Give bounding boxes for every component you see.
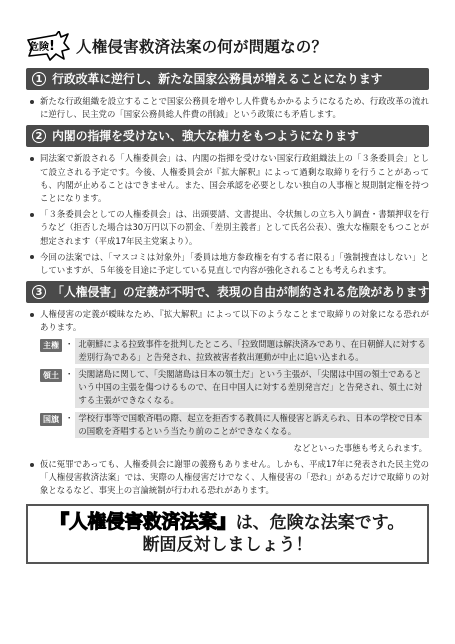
case-tag-national-flag: 国旗 xyxy=(40,413,62,426)
section-2-bullet-3: 今回の法案では、「マスコミは対象外」「委員は地方参政権を有する者に限る」「強制捜査はしない」としていますが、５年後を目途に予定している見直しで内容が強化されることも考えられます。 xyxy=(26,251,429,277)
section-2-number: 2 xyxy=(32,129,46,143)
section-3-header xyxy=(26,281,429,303)
case-tag-territory: 領土 xyxy=(40,369,62,382)
section-3-final-bullet: 仮に冤罪であっても、人権委員会に謝罪の義務もありません。しかも、平成17年に発表された民主党の「人権侵害救済法案」では、実際の人権侵害だけでなく、人権侵害の「恐れ」があるだけで取締りの対象となるなど、事実上の言論統制が行われる恐れがあります。 xyxy=(26,458,429,498)
section-3-intro: 人権侵害の定義が曖昧なため、『拡大解釈』によって以下のようなことまで取締りの対象になる恐れがあります。 xyxy=(26,308,429,334)
conclusion-bill-name: 『人権侵害救済法案』 xyxy=(50,511,236,533)
case-national-flag xyxy=(40,412,429,438)
section-3-number: 3 xyxy=(32,285,46,299)
section-1-title: 行政改革に逆行し、新たな国家公務員が増えることになります xyxy=(52,72,383,86)
case-separator: ・ xyxy=(65,369,74,380)
danger-badge-text: 危険! xyxy=(29,39,55,54)
section-1-header xyxy=(26,68,429,90)
cases-tail-note: などといった事態も考えられます。 xyxy=(293,443,427,454)
conclusion-line-1-rest: は、危険な法案です。 xyxy=(235,512,405,533)
danger-badge xyxy=(26,31,70,61)
section-3-title: 「人権侵害」の定義が不明で、表現の自由が制約される危険があります xyxy=(52,285,429,300)
case-sovereignty xyxy=(40,338,429,364)
case-territory xyxy=(40,368,429,408)
header xyxy=(26,28,429,64)
conclusion-line-2: 断固反対しましょう！ xyxy=(142,534,313,555)
section-2-header xyxy=(26,125,429,147)
section-2-bullet-2: 「３条委員会としての人権委員会」は、出頭要請、文書提出、令状無しの立ち入り調査・書類押収を行うなど（拒否した場合は30万円以下の罰金、「差別主義者」として氏名公表）、強大な権限をもつことが想定されます（平成17年民主党案より）。 xyxy=(26,208,429,248)
conclusion-line-1 xyxy=(32,512,423,534)
section-1-number: 1 xyxy=(32,72,46,86)
section-2-title: 内閣の指揮を受けない、強大な権力をもつようになります xyxy=(52,129,359,144)
case-separator: ・ xyxy=(65,412,74,423)
case-body-territory: 尖閣諸島に関して、「尖閣諸島は日本の領土だ」という主張が、「尖閣は中国の領土であるという中国の主張を傷つけるもので、在日中国人に対する差別発言だ」と告発され、領土に対する主張ができなくなる。 xyxy=(75,368,429,408)
page-title: 人権侵害救済法案の何が問題なの？ xyxy=(76,38,328,56)
case-body-sovereignty: 北朝鮮による拉致事件を批判したところ、「拉致問題は解決済みであり、在日朝鮮人に対する差別行為である」と告発され、拉致被害者救出運動が中止に追い込まれる。 xyxy=(75,338,429,364)
case-body-national-flag: 学校行事等で国歌斉唱の際、起立を拒否する教員に人権侵害と訴えられ、日本の学校で日本の国歌を斉唱するという当たり前のことができなくなる。 xyxy=(75,412,429,438)
section-1-bullet-1: 新たな行政組織を設立することで国家公務員を増やし人件費もかかるようになるため、行政改革の流れに逆行し、民主党の「国家公務員総人件費の削減」という政策にも矛盾します。 xyxy=(26,95,429,121)
section-2-bullet-1: 同法案で新設される「人権委員会」は、内閣の指揮を受けない国家行政組織法上の「３条委員会」として設立される予定です。今後、人権委員会が『拡大解釈』によって過剰な取締りを行うことがあっても、内閣が止めることはできません。また、国会承認を必要としない独自の人事権と規則制定権を持つことになります。 xyxy=(26,152,429,205)
case-separator: ・ xyxy=(65,338,74,349)
conclusion-box xyxy=(26,504,429,564)
case-tag-sovereignty: 主権 xyxy=(40,339,62,352)
